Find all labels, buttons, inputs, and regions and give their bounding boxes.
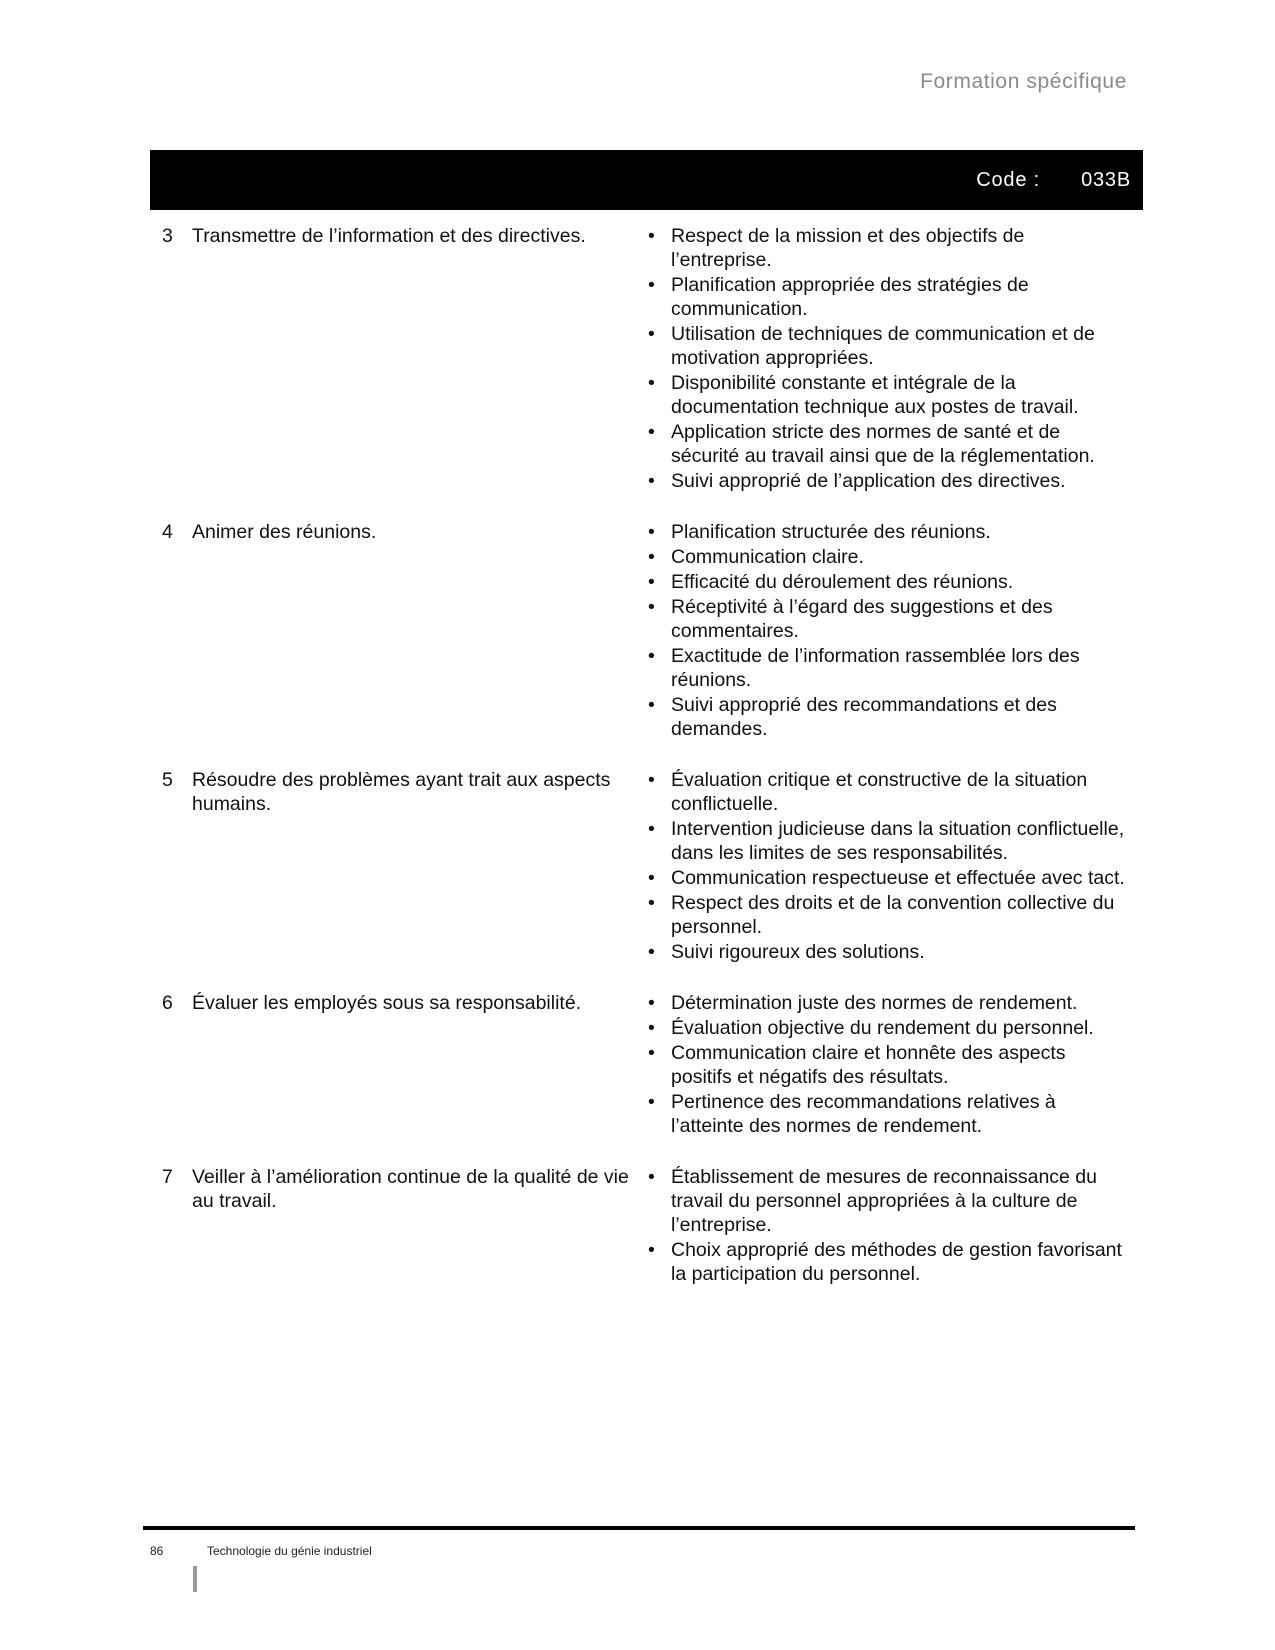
footer-page-number: 86	[150, 1544, 164, 1558]
criteria-list	[640, 224, 1130, 493]
list-item	[640, 644, 1130, 692]
bullet-icon: •	[648, 1166, 655, 1188]
criteria-cell	[640, 1165, 1130, 1287]
list-item	[640, 224, 1130, 272]
criterion-text: Disponibilité constante et intégrale de la documentation technique aux postes de travail.	[671, 372, 1079, 418]
bullet-icon: •	[648, 274, 655, 296]
bullet-icon: •	[648, 892, 655, 914]
bullet-icon: •	[648, 421, 655, 443]
list-item	[640, 768, 1130, 816]
criterion-text: Pertinence des recommandations relatives à l’atteinte des normes de rendement.	[671, 1091, 1056, 1137]
element-cell	[150, 224, 640, 494]
element-number: 6	[162, 992, 173, 1014]
list-item	[640, 595, 1130, 643]
criterion-text: Efficacité du déroulement des réunions.	[671, 571, 1014, 593]
footer-program-title: Technologie du génie industriel	[207, 1544, 372, 1558]
list-item	[640, 817, 1130, 865]
bullet-icon: •	[648, 323, 655, 345]
element-number: 3	[162, 225, 173, 247]
running-header: Formation spécifique	[920, 70, 1127, 93]
criterion-text: Établissement de mesures de reconnaissance du travail du personnel appropriées à la culture de l’entreprise.	[671, 1166, 1097, 1236]
bullet-icon: •	[648, 867, 655, 889]
element-text: Évaluer les employés sous sa responsabilité.	[192, 992, 582, 1014]
table-row	[150, 520, 1143, 742]
list-item	[640, 545, 1130, 569]
criteria-cell	[640, 991, 1130, 1139]
bullet-icon: •	[648, 645, 655, 667]
criteria-list	[640, 1165, 1130, 1286]
element-number: 4	[162, 521, 173, 543]
bullet-icon: •	[648, 769, 655, 791]
criterion-text: Choix approprié des méthodes de gestion favorisant la participation du personnel.	[671, 1239, 1122, 1285]
criterion-text: Suivi rigoureux des solutions.	[671, 941, 925, 963]
element-cell	[150, 520, 640, 742]
criterion-text: Respect de la mission et des objectifs de l’entreprise.	[671, 225, 1025, 271]
table-row	[150, 224, 1143, 494]
bullet-icon: •	[648, 818, 655, 840]
bullet-icon: •	[648, 225, 655, 247]
element-cell	[150, 1165, 640, 1287]
criterion-text: Exactitude de l’information rassemblée lors des réunions.	[671, 645, 1080, 691]
list-item	[640, 1016, 1130, 1040]
list-item	[640, 420, 1130, 468]
criteria-list	[640, 768, 1130, 964]
criterion-text: Planification appropriée des stratégies de communication.	[671, 274, 1029, 320]
list-item	[640, 520, 1130, 544]
bullet-icon: •	[648, 571, 655, 593]
criteria-list	[640, 991, 1130, 1138]
bullet-icon: •	[648, 596, 655, 618]
bullet-icon: •	[648, 694, 655, 716]
list-item	[640, 1090, 1130, 1138]
list-item	[640, 371, 1130, 419]
criteria-cell	[640, 224, 1130, 494]
criterion-text: Détermination juste des normes de rendement.	[671, 992, 1078, 1014]
list-item	[640, 693, 1130, 741]
element-number: 5	[162, 769, 173, 791]
criteria-cell	[640, 520, 1130, 742]
table-row	[150, 768, 1143, 965]
footer-rule	[143, 1526, 1135, 1530]
criterion-text: Planification structurée des réunions.	[671, 521, 991, 543]
bullet-icon: •	[648, 372, 655, 394]
list-item	[640, 1041, 1130, 1089]
bullet-icon: •	[648, 1017, 655, 1039]
criterion-text: Évaluation critique et constructive de la situation conflictuelle.	[671, 769, 1088, 815]
bullet-icon: •	[648, 546, 655, 568]
element-text: Résoudre des problèmes ayant trait aux aspects humains.	[192, 769, 611, 815]
list-item	[640, 570, 1130, 594]
bullet-icon: •	[648, 470, 655, 492]
element-text: Animer des réunions.	[192, 521, 377, 543]
list-item	[640, 469, 1130, 493]
bullet-icon: •	[648, 1239, 655, 1261]
element-text: Veiller à l’amélioration continue de la qualité de vie au travail.	[192, 1166, 629, 1212]
element-cell	[150, 991, 640, 1139]
criterion-text: Réceptivité à l’égard des suggestions et des commentaires.	[671, 596, 1053, 642]
bullet-icon: •	[648, 521, 655, 543]
criterion-text: Utilisation de techniques de communication et de motivation appropriées.	[671, 323, 1095, 369]
criterion-text: Intervention judicieuse dans la situation conflictuelle, dans les limites de ses responsabilités.	[671, 818, 1125, 864]
bullet-icon: •	[648, 1042, 655, 1064]
element-cell	[150, 768, 640, 965]
competency-table	[150, 224, 1143, 1313]
criterion-text: Suivi approprié des recommandations et des demandes.	[671, 694, 1057, 740]
element-number: 7	[162, 1166, 173, 1188]
bullet-icon: •	[648, 992, 655, 1014]
criterion-text: Respect des droits et de la convention collective du personnel.	[671, 892, 1115, 938]
criterion-text: Évaluation objective du rendement du personnel.	[671, 1017, 1094, 1039]
criterion-text: Suivi approprié de l’application des directives.	[671, 470, 1066, 492]
table-row	[150, 991, 1143, 1139]
footer-mark	[193, 1566, 197, 1592]
code-label: Code :	[976, 169, 1040, 191]
criteria-list	[640, 520, 1130, 741]
list-item	[640, 991, 1130, 1015]
list-item	[640, 1238, 1130, 1286]
criteria-cell	[640, 768, 1130, 965]
code-value: 033B	[1081, 169, 1131, 191]
criterion-text: Application stricte des normes de santé et de sécurité au travail ainsi que de la réglementation.	[671, 421, 1095, 467]
criterion-text: Communication claire et honnête des aspects positifs et négatifs des résultats.	[671, 1042, 1066, 1088]
code-bar	[150, 150, 1143, 210]
list-item	[640, 940, 1130, 964]
criterion-text: Communication claire.	[671, 546, 864, 568]
element-text: Transmettre de l’information et des directives.	[192, 225, 586, 247]
bullet-icon: •	[648, 1091, 655, 1113]
list-item	[640, 1165, 1130, 1237]
list-item	[640, 866, 1130, 890]
bullet-icon: •	[648, 941, 655, 963]
list-item	[640, 273, 1130, 321]
criterion-text: Communication respectueuse et effectuée avec tact.	[671, 867, 1125, 889]
list-item	[640, 322, 1130, 370]
table-row	[150, 1165, 1143, 1287]
list-item	[640, 891, 1130, 939]
